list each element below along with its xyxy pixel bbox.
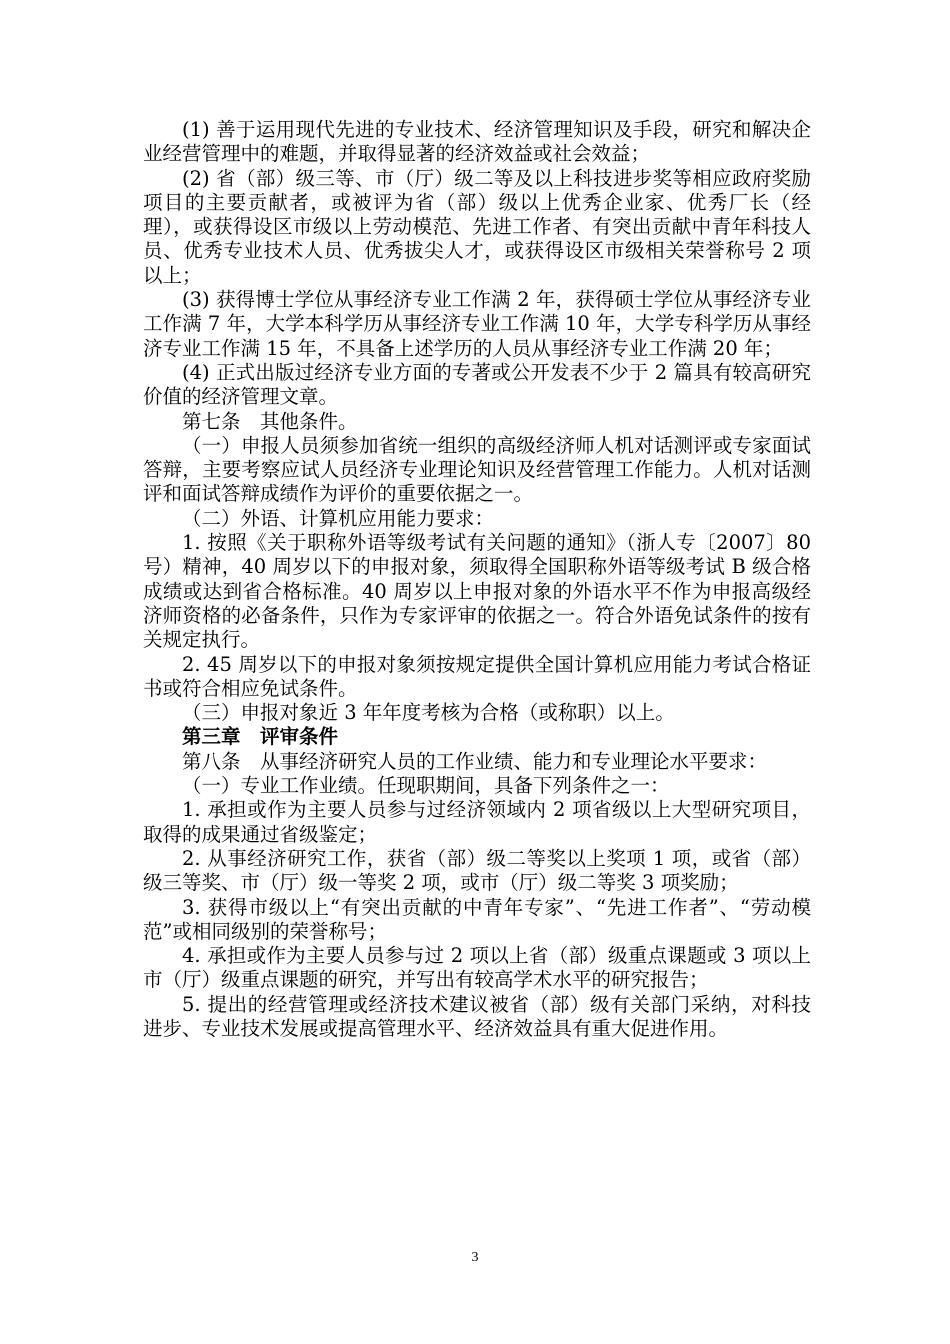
- paragraph: (1) 善于运用现代先进的专业技术、经济管理知识及手段，研究和解决企业经营管理中的难题，并取得显著的经济效益或社会效益；: [143, 118, 811, 166]
- paragraph: 3. 获得市级以上“有突出贡献的中青年专家”、“先进工作者”、“劳动模范”或相同级别的荣誉称号；: [143, 895, 811, 943]
- paragraph: (2) 省（部）级三等、市（厅）级二等及以上科技进步奖等相应政府奖励项目的主要贡献者，或被评为省（部）级以上优秀企业家、优秀厂长（经理），或获得设区市级以上劳动模范、先进工作者、有突出贡献中青年科技人员、优秀专业技术人员、优秀拔尖人才，或获得设区市级相关荣誉称号 2 项以上；: [143, 166, 811, 287]
- paragraph: 4. 承担或作为主要人员参与过 2 项以上省（部）级重点课题或 3 项以上市（厅）级重点课题的研究，并写出有较高学术水平的研究报告；: [143, 944, 811, 992]
- chapter-heading: 第三章 评审条件: [182, 725, 339, 749]
- paragraph: 1. 按照《关于职称外语等级考试有关问题的通知》（浙人专〔2007〕80 号）精神，40 周岁以下的申报对象，须取得全国职称外语等级考试 B 级合格成绩或达到省合格标准。40 周岁以上申报对象的外语水平不作为申报高级经济师资格的必备条件，只作为专家评审的依据之一。符合外语免试条件的按有关规定执行。: [143, 531, 811, 652]
- paragraph: （三）申报对象近 3 年年度考核为合格（或称职）以上。: [182, 701, 675, 725]
- paragraph: （一）专业工作业绩。任现职期间，具备下列条件之一：: [182, 774, 670, 798]
- paragraph: （二）外语、计算机应用能力要求：: [182, 506, 495, 530]
- paragraph: 2. 45 周岁以下的申报对象须按规定提供全国计算机应用能力考试合格证书或符合相应免试条件。: [143, 652, 811, 700]
- paragraph: (3) 获得博士学位从事经济专业工作满 2 年，获得硕士学位从事经济专业工作满 7 年，大学本科学历从事经济专业工作满 10 年，大学专科学历从事经济专业工作满 15 年，不具备上述学历的人员从事经济专业工作满 20 年；: [143, 288, 811, 360]
- article-heading: 第七条 其他条件。: [182, 409, 358, 433]
- paragraph: （一）申报人员须参加省统一组织的高级经济师人机对话测评或专家面试答辩，主要考察应试人员经济专业理论知识及经营管理工作能力。人机对话测评和面试答辩成绩作为评价的重要依据之一。: [143, 433, 811, 506]
- paragraph: 2. 从事经济研究工作，获省（部）级二等奖以上奖项 1 项，或省（部）级三等奖、市（厅）级一等奖 2 项，或市（厅）级二等奖 3 项奖励；: [143, 846, 811, 895]
- page-number: 3: [471, 1250, 479, 1265]
- paragraph: 1. 承担或作为主要人员参与过经济领域内 2 项省级以上大型研究项目，取得的成果通过省级鉴定；: [143, 798, 811, 846]
- document-body: [143, 118, 811, 1041]
- paragraph: (4) 正式出版过经济专业方面的专著或公开发表不少于 2 篇具有较高研究价值的经济管理文章。: [143, 360, 811, 409]
- paragraph: 5. 提出的经营管理或经济技术建议被省（部）级有关部门采纳，对科技进步、专业技术发展或提高管理水平、经济效益具有重大促进作用。: [143, 992, 811, 1040]
- article-heading: 第八条 从事经济研究人员的工作业绩、能力和专业理论水平要求：: [182, 749, 768, 773]
